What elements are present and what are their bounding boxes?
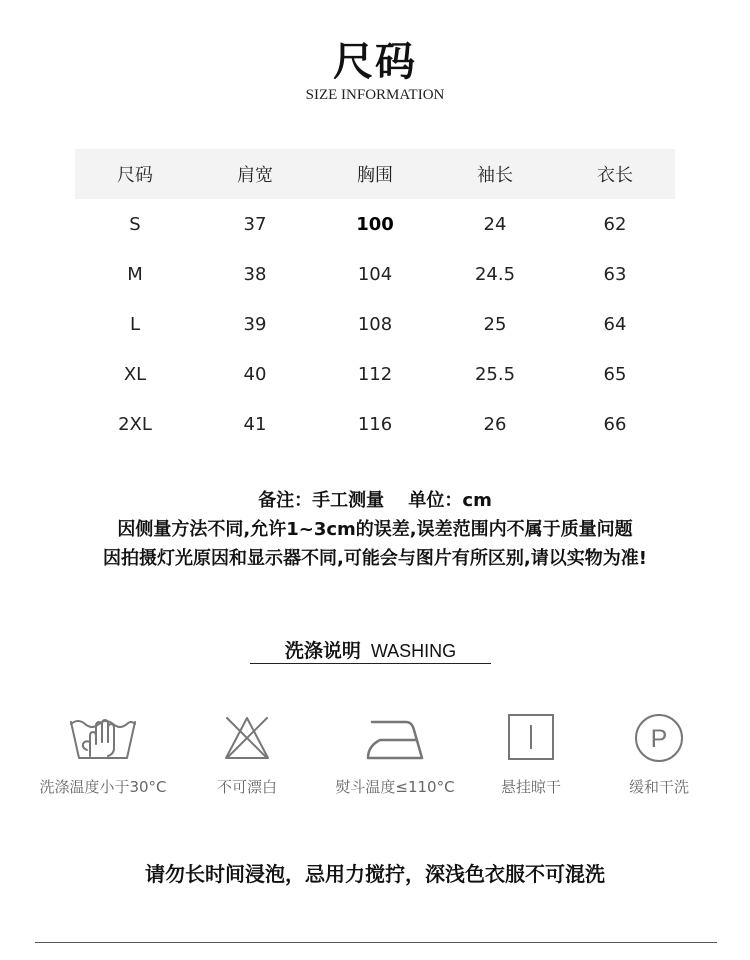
care-label: 悬挂晾干	[500, 778, 561, 796]
table-cell: M	[127, 263, 143, 285]
table-cell: 63	[603, 263, 627, 285]
header-chest: 胸围	[357, 165, 393, 186]
washing-heading-zh: 洗涤说明	[284, 640, 361, 662]
table-row	[75, 249, 675, 299]
dry-clean-symbol: P	[650, 725, 668, 753]
washing-heading	[250, 636, 491, 664]
table-cell: 25.5	[474, 363, 516, 385]
table-cell: 41	[243, 413, 267, 435]
table-cell: 24.5	[474, 263, 516, 285]
care-item-hand-wash	[28, 712, 178, 797]
table-cell: 104	[357, 263, 393, 285]
table-cell: 40	[243, 363, 267, 385]
care-item-dry-clean	[584, 712, 734, 797]
header-shoulder: 肩宽	[237, 165, 273, 186]
table-cell: S	[129, 213, 141, 235]
care-warning: 请勿长时间浸泡，忌用力搅拧，深浅色衣服不可混洗	[145, 862, 605, 886]
table-cell: XL	[123, 363, 147, 385]
note-line-2: 因侧量方法不同,允许1~3cm的误差,误差范围内不属于质量问题	[117, 519, 633, 540]
care-label: 不可漂白	[216, 778, 277, 796]
care-label: 缓和干洗	[628, 778, 689, 796]
header-length: 衣长	[597, 165, 633, 186]
hang-dry-icon	[505, 712, 557, 764]
table-cell: 108	[357, 313, 393, 335]
table-cell: 62	[603, 213, 627, 235]
table-cell: 112	[357, 363, 393, 385]
table-row	[75, 299, 675, 349]
table-cell: 100	[356, 213, 394, 235]
table-row	[75, 349, 675, 399]
care-label: 洗涤温度小于30°C	[39, 778, 167, 796]
table-cell: 39	[243, 313, 267, 335]
page-subtitle: SIZE INFORMATION	[305, 87, 445, 103]
header-size: 尺码	[117, 165, 153, 186]
care-label: 熨斗温度≤110°C	[335, 778, 455, 796]
table-row	[75, 399, 675, 449]
care-item-iron	[320, 712, 470, 797]
table-cell: 24	[483, 213, 507, 235]
page-title: 尺码	[333, 39, 417, 85]
table-cell: 37	[243, 213, 267, 235]
iron-icon	[360, 712, 430, 764]
note-line-1: 备注：手工测量 单位：cm	[258, 490, 492, 511]
bottom-divider	[35, 942, 717, 943]
no-bleach-icon	[221, 712, 273, 764]
table-cell: 25	[483, 313, 507, 335]
table-header-row	[75, 149, 675, 199]
table-cell: 26	[483, 413, 507, 435]
size-table	[75, 149, 675, 449]
washing-heading-en: WASHING	[370, 641, 457, 661]
table-cell: 64	[603, 313, 627, 335]
table-cell: 116	[357, 413, 393, 435]
hand-wash-icon	[68, 712, 138, 764]
table-cell: L	[129, 313, 141, 335]
table-cell: 66	[603, 413, 627, 435]
header-sleeve: 袖长	[477, 165, 513, 186]
table-cell: 38	[243, 263, 267, 285]
table-cell: 65	[603, 363, 627, 385]
measurement-notes	[0, 486, 750, 573]
dry-clean-icon	[633, 712, 685, 764]
care-item-no-bleach	[172, 712, 322, 797]
table-row	[75, 199, 675, 249]
table-cell: 2XL	[118, 413, 152, 435]
note-line-3: 因拍摄灯光原因和显示器不同,可能会与图片有所区别,请以实物为准!	[103, 548, 647, 569]
